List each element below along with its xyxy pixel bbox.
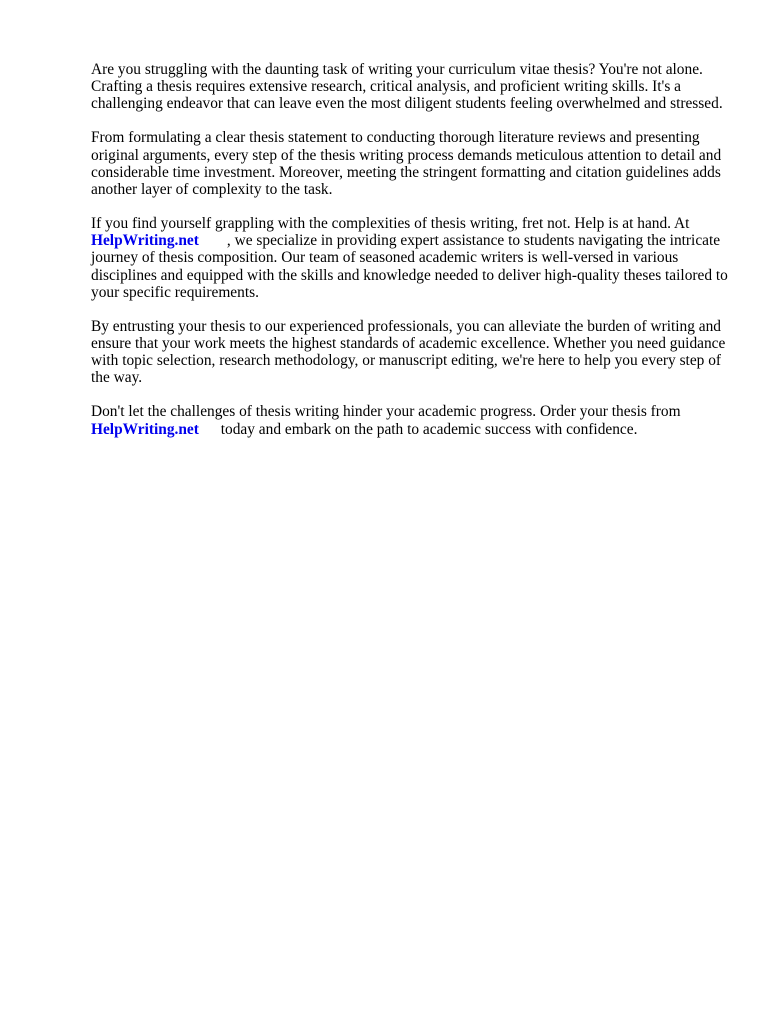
helpwriting-link[interactable]: HelpWriting.net: [91, 232, 199, 250]
paragraph-cta: [91, 403, 731, 437]
helpwriting-link-cta[interactable]: HelpWriting.net: [91, 420, 199, 438]
paragraph-process: From formulating a clear thesis statement to conducting thorough literature reviews and presenting original arguments, every step of the thesis writing process demands meticulous attention to detail and considerable time investment. Moreover, meeting the stringent formatting and citation guidelines adds another layer of complexity to the task.: [91, 129, 722, 199]
paragraph-benefits: By entrusting your thesis to our experienced professionals, you can alleviate the burden of writing and ensure that your work meets the highest standards of academic excellence. Whether you need guidance with topic selection, research methodology, or manuscript editing, we're here to help you every step of the way.: [91, 317, 726, 387]
paragraph-intro: Are you struggling with the daunting task of writing your curriculum vitae thesis? You're not alone. Crafting a thesis requires extensive research, critical analysis, and proficient writing skills. It's a challenging endeavor that can leave even the most diligent students feeling overwhelmed and stressed.: [91, 61, 723, 113]
paragraph-offer-text-after: , we specialize in providing expert assistance to students navigating the intricate journey of thesis composition. Our team of seasoned academic writers is well-versed in various disciplines and equipped with the skills and knowledge needed to deliver high-quality theses tailored to your specific requirements.: [91, 232, 728, 301]
paragraph-cta-text-before: Don't let the challenges of thesis writing hinder your academic progress. Order your thesis from: [91, 403, 681, 421]
document-page: [91, 61, 731, 455]
paragraph-offer-text-before: If you find yourself grappling with the complexities of thesis writing, fret not. Help is at hand. At: [91, 215, 690, 233]
paragraph-offer: [91, 215, 731, 301]
paragraph-cta-text-after: today and embark on the path to academic success with confidence.: [220, 420, 638, 438]
